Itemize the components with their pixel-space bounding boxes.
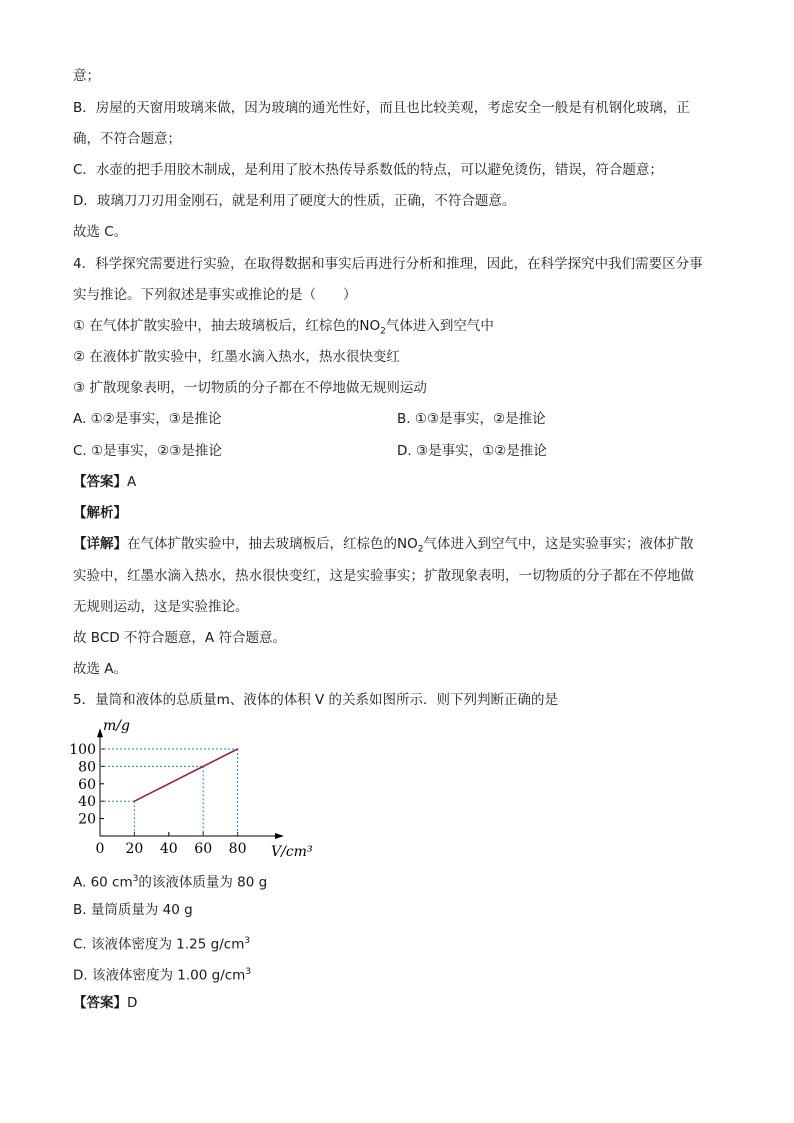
data-point — [237, 748, 239, 750]
q4-detail-5: 故选 A。 — [73, 661, 128, 677]
detail-1a: 在气体扩散实验中，抽去玻璃板后，红棕色的NO — [127, 536, 418, 552]
q4-item-2: ② 在液体扩散实验中，红墨水滴入热水，热水很快变红 — [73, 349, 400, 365]
q4-item-1-text-b: 气体进入到空气中 — [385, 318, 494, 334]
y-tick-label: 100 — [69, 742, 96, 758]
q5-option-d-sup: 3 — [245, 967, 252, 977]
y-tick-label: 80 — [78, 759, 96, 776]
q4-option-c: C. ①是事实，②③是推论 — [73, 443, 222, 459]
line-6: 4．科学探究需要进行实验，在取得数据和事实后再进行分析和推理，因此，在科学探究中我们需要区分事 — [73, 256, 703, 272]
line-4: D．玻璃刀刀刃用金刚石，就是利用了硬度大的性质，正确，不符合题意。 — [73, 193, 516, 209]
q4-item-3: ③ 扩散现象表明，一切物质的分子都在不停地做无规则运动 — [73, 380, 427, 396]
line-3: C．水壶的把手用胶木制成，是利用了胶木热传导系数低的特点，可以避免烫伤，错误，符合题意； — [73, 162, 663, 178]
mass-volume-chart — [69, 712, 333, 864]
detail-1b: 气体进入到空气中，这是实验事实；液体扩散 — [423, 536, 694, 552]
y-tick-label: 40 — [78, 794, 96, 811]
y-tick-label: 20 — [78, 811, 96, 828]
q4-detail-2: 实验中，红墨水滴入热水，热水很快变红，这是实验事实；扩散现象表明，一切物质的分子都在不停地做 — [73, 568, 694, 584]
x-axis-label: V/cm³ — [271, 844, 313, 860]
q5-option-b: B. 量筒质量为 40 g — [73, 902, 193, 918]
q4-analysis-tag: 【解析】 — [73, 505, 127, 521]
line-0: 意； — [73, 68, 100, 84]
q4-item-1-text-a: ① 在气体扩散实验中，抽去玻璃板后，红棕色的NO — [73, 318, 381, 334]
q4-option-d: D. ③是事实，①②是推论 — [397, 443, 547, 459]
q5-option-c-text: C. 该液体密度为 1.25 g/cm — [73, 936, 245, 953]
line-7: 实与推论。下列叙述是事实或推论的是（ ） — [73, 287, 357, 303]
q5-option-a-text-b: 的该液体质量为 80 g — [138, 874, 268, 891]
q5-stem: 5．量筒和液体的总质量m、液体的体积 V 的关系如图所示．则下列判断正确的是 — [73, 692, 559, 708]
answer-tag: 【答案】 — [73, 474, 127, 490]
line-1: B．房屋的天窗用玻璃来做，因为玻璃的通光性好，而且也比较美观，考虑安全一般是有机钢化玻璃，正 — [73, 100, 690, 116]
q5-answer-tag: 【答案】 — [73, 995, 127, 1011]
q5-option-c-sup: 3 — [244, 936, 251, 946]
data-point — [202, 766, 204, 768]
detail-1-sub: 2 — [417, 544, 424, 555]
x-tick-label: 20 — [125, 841, 144, 857]
q5-option-d — [73, 963, 251, 985]
q5-option-c — [73, 932, 250, 954]
q4-detail-3: 无规则运动，这是实验推论。 — [73, 599, 249, 615]
x-tick-label: 80 — [228, 841, 247, 857]
q4-detail-4: 故 BCD 不符合题意，A 符合题意。 — [73, 630, 286, 646]
x-tick-label: 60 — [194, 841, 213, 857]
q5-option-a-text: A. 60 cm — [73, 874, 133, 891]
q4-item-1 — [73, 317, 494, 341]
x-tick-label: 40 — [159, 841, 178, 857]
q4-detail-1 — [73, 535, 693, 559]
q4-answer — [73, 473, 136, 491]
y-axis-label: m/g — [103, 718, 130, 734]
q5-answer — [73, 994, 137, 1012]
q5-answer-value: D — [127, 995, 138, 1011]
answer-value: A — [127, 474, 137, 490]
x-axis-arrow — [275, 833, 284, 839]
q5-option-d-text: D. 该液体密度为 1.00 g/cm — [73, 967, 246, 984]
q4-item-1-sub: 2 — [380, 326, 386, 337]
q5-option-a-sup: 3 — [132, 874, 139, 884]
data-line — [134, 749, 237, 801]
q4-option-b: B. ①③是事实，②是推论 — [397, 411, 546, 427]
data-point — [134, 800, 136, 802]
line-2: 确，不符合题意； — [73, 131, 181, 147]
x-tick-label: 0 — [95, 841, 105, 857]
q4-option-a: A. ①②是事实，③是推论 — [73, 411, 222, 427]
q5-option-a — [73, 870, 267, 892]
detail-tag: 【详解】 — [73, 536, 127, 552]
line-5: 故选 C。 — [73, 224, 128, 240]
y-tick-label: 60 — [78, 776, 96, 793]
